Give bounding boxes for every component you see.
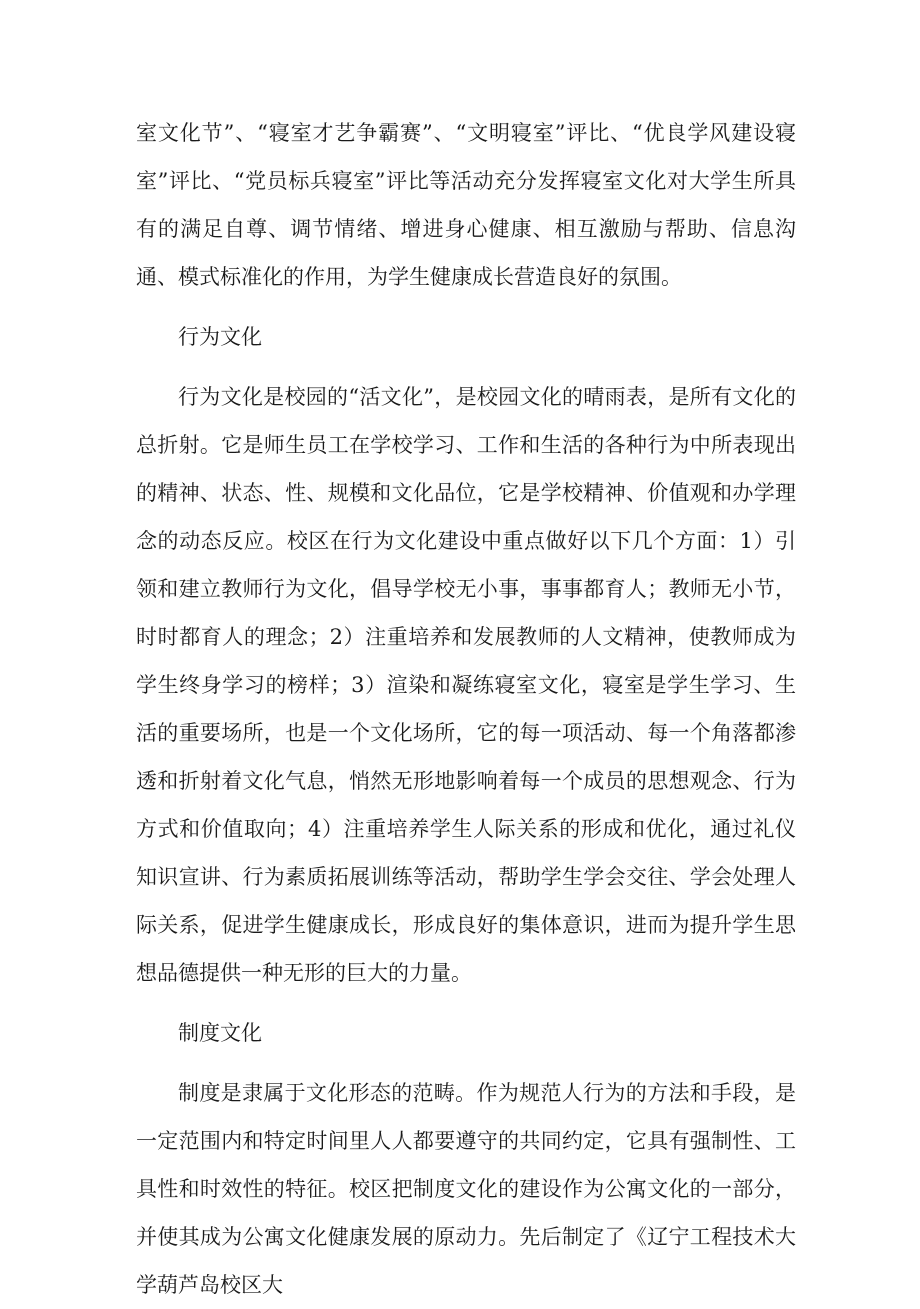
section-heading-behavior-culture: 行为文化 — [178, 325, 262, 349]
paragraph-behavior-culture: 行为文化是校园的“活文化”，是校园文化的晴雨表，是所有文化的总折射。它是师生员工在学校学习、工作和生活的各种行为中所表现出的精神、状态、性、规模和文化品位，它是学校精神、价值观和办学理念的动态反应。校区在行为文化建设中重点做好以下几个方面：1）引领和建立教师行为文化，倡导学校无小事，事事都育人；教师无小节，时时都育人的理念；2）注重培养和发展教师的人文精神，使教师成为学生终身学习的榜样；3）渲染和凝练寝室文化，寝室是学生学习、生活的重要场所，也是一个文化场所，它的每一项活动、每一个角落都渗透和折射着文化气息，悄然无形地影响着每一个成员的思想观念、行为方式和价值取向；4）注重培养学生人际关系的形成和优化，通过礼仪知识宣讲、行为素质拓展训练等活动，帮助学生学会交往、学会处理人际关系，促进学生健康成长，形成良好的集体意识，进而为提升学生思想品德提供一种无形的巨大的力量。 — [136, 385, 796, 985]
document-body — [136, 109, 796, 1309]
paragraph-dormitory-culture-continued: 室文化节”、“寝室才艺争霸赛”、“文明寝室”评比、“优良学风建设寝室”评比、“党员标兵寝室”评比等活动充分发挥寝室文化对大学生所具有的满足自尊、调节情绪、增进身心健康、相互激励与帮助、信息沟通、模式标准化的作用，为学生健康成长营造良好的氛围。 — [136, 121, 796, 289]
paragraph-system-culture: 制度是隶属于文化形态的范畴。作为规范人行为的方法和手段，是一定范围内和特定时间里人人都要遵守的共同约定，它具有强制性、工具性和时效性的特征。校区把制度文化的建设作为公寓文化的一部分，并使其成为公寓文化健康发展的原动力。先后制定了《辽宁工程技术大学葫芦岛校区大 — [136, 1081, 796, 1297]
section-heading-system-culture: 制度文化 — [178, 1021, 262, 1045]
